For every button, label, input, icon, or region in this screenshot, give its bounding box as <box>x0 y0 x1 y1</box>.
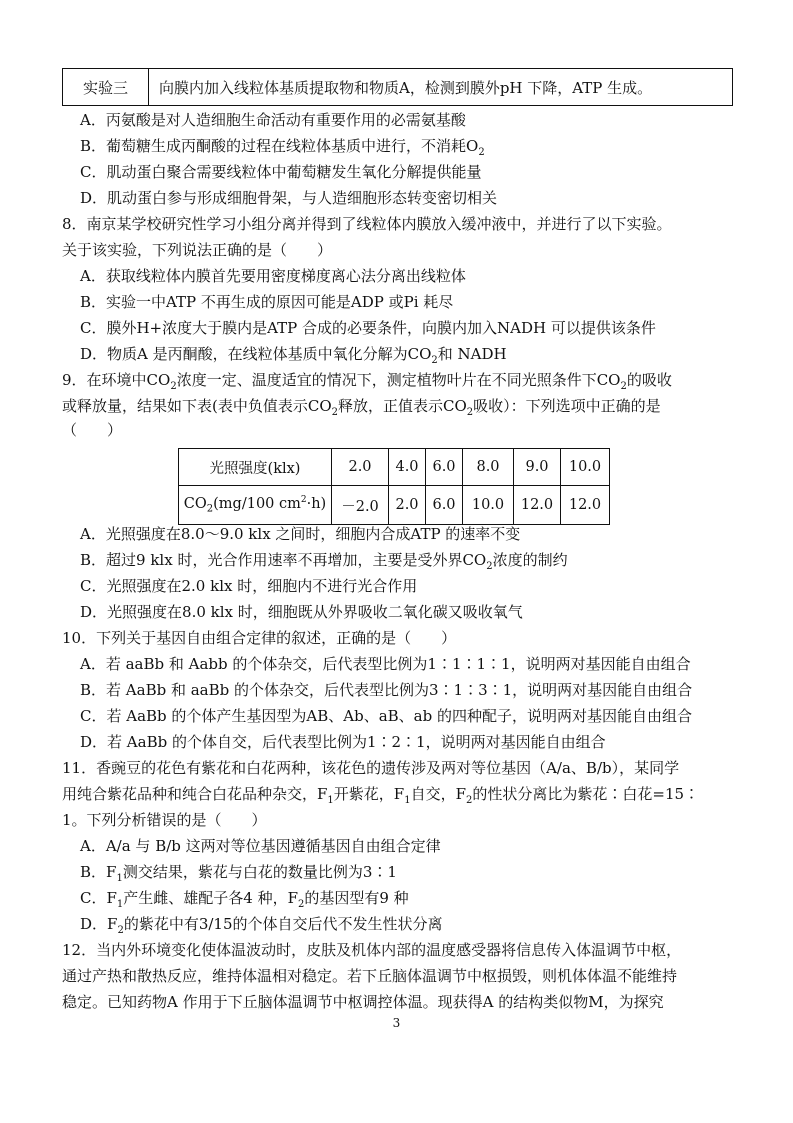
q10-stem: 10．下列关于基因自由组合定律的叙述，正确的是（ ） <box>62 629 457 647</box>
experiment-text: 向膜内加入线粒体基质提取物和物质A，检测到膜外pH 下降，ATP 生成。 <box>159 78 653 97</box>
q9-stem-line2: 或释放量，结果如下表(表中负值表示$CO_2$释放，正值表示$CO_2$吸收）：下列选项中正确的是 <box>62 397 661 418</box>
q8-option-b: B．实验一中ATP 不再生成的原因可能是ADP 或Pi 耗尽 <box>80 293 454 311</box>
q9-option-d: D．光照强度在8.0 klx 时，细胞既从外界吸收二氧化碳又吸收氧气 <box>80 603 523 621</box>
q10-option-a: A．若 aaBb 和 Aabb 的个体杂交，后代表型比例为1∶1∶1∶1，说明两对基因能自由组合 <box>80 655 691 673</box>
table-header-cell: 光照强度(klx) <box>179 449 332 486</box>
table-cell: 10.0 <box>561 449 610 486</box>
q9-stem-line3: （ ） <box>62 421 123 439</box>
table-cell: 6.0 <box>426 449 463 486</box>
q9-option-a: A．光照强度在8.0～9.0 klx 之间时，细胞内合成ATP 的速率不变 <box>80 525 521 543</box>
q9-option-c: C．光照强度在2.0 klx 时，细胞内不进行光合作用 <box>80 577 418 595</box>
light-co2-table <box>178 448 610 525</box>
experiment-label: 实验三 <box>63 69 149 105</box>
experiment-table-row <box>62 68 733 106</box>
q10-option-b: B．若 AaBb 和 aaBb 的个体杂交，后代表型比例为3∶1∶3∶1，说明两对基因能自由组合 <box>80 681 693 699</box>
table-cell: 8.0 <box>463 449 514 486</box>
q12-stem-line3: 稳定。已知药物A 作用于下丘脑体温调节中枢调控体温。现获得A 的结构类似物M，为探究 <box>62 993 664 1011</box>
page-number: 3 <box>392 1016 401 1030</box>
q7-option-a: A．丙氨酸是对人造细胞生命活动有重要作用的必需氨基酸 <box>80 111 466 129</box>
q11-option-a: A．A/a 与 B/b 这两对等位基因遵循基因自由组合定律 <box>80 837 441 855</box>
q9-option-b: B．超过9 klx 时，光合作用速率不再增加，主要是受外界$CO_2$浓度的制约 <box>80 551 568 572</box>
q8-option-c: C．膜外H+浓度大于膜内是ATP 合成的必要条件，向膜内加入NADH 可以提供该条件 <box>80 319 656 337</box>
table-cell: 6.0 <box>426 486 463 525</box>
table-cell: 12.0 <box>561 486 610 525</box>
q8-option-d: D．物质A 是丙酮酸，在线粒体基质中氧化分解为$CO_2$和 NADH <box>80 345 507 366</box>
q10-option-c: C．若 AaBb 的个体产生基因型为AB、Ab、aB、ab 的四种配子，说明两对基因能自由组合 <box>80 707 692 725</box>
table-cell: 9.0 <box>514 449 561 486</box>
q7-option-d: D．肌动蛋白参与形成细胞骨架，与人造细胞形态转变密切相关 <box>80 189 498 207</box>
table-cell: 2.0 <box>389 486 426 525</box>
table-cell: 2.0 <box>332 449 389 486</box>
q9-stem-line1: 9．在环境中$CO_2$浓度一定、温度适宜的情况下，测定植物叶片在不同光照条件下$CO_2$的吸收 <box>62 371 672 392</box>
q8-stem-line2: 关于该实验，下列说法正确的是（ ） <box>62 241 333 259</box>
table-cell: 12.0 <box>514 486 561 525</box>
q12-stem-line1: 12．当内外环境变化使体温波动时，皮肤及机体内部的温度感受器将信息传入体温调节中枢， <box>62 941 682 959</box>
q11-stem-line2: 用纯合紫花品种和纯合白花品种杂交，$F_1$开紫花，$F_1$自交，$F_2$的性状分离比为紫花∶白花=15∶ <box>62 785 700 806</box>
q8-stem-line1: 8．南京某学校研究性学习小组分离并得到了线粒体内膜放入缓冲液中，并进行了以下实验。 <box>62 215 672 233</box>
table-cell: 10.0 <box>463 486 514 525</box>
q11-stem-line3: 1。下列分析错误的是（ ） <box>62 811 267 829</box>
q11-option-d: D．$F_2$的紫花中有3/15的个体自交后代不发生性状分离 <box>80 915 443 936</box>
table-header-cell: $CO_2(mg/100$ $cm^2\cdot h$) <box>179 486 332 525</box>
q10-option-d: D．若 AaBb 的个体自交，后代表型比例为1∶2∶1，说明两对基因能自由组合 <box>80 733 606 751</box>
table-cell: 4.0 <box>389 449 426 486</box>
q11-option-b: B．$F_1$测交结果，紫花与白花的数量比例为3∶1 <box>80 863 397 884</box>
q7-option-c: C．肌动蛋白聚合需要线粒体中葡萄糖发生氧化分解提供能量 <box>80 163 482 181</box>
q7-option-b: B．葡萄糖生成丙酮酸的过程在线粒体基质中进行，不消耗$O_2$ <box>80 137 485 158</box>
table-cell: －2.0 <box>332 486 389 525</box>
q11-option-c: C．$F_1$产生雌、雄配子各4 种，$F_2$的基因型有9 种 <box>80 889 409 910</box>
q11-stem-line1: 11．香豌豆的花色有紫花和白花两种，该花色的遗传涉及两对等位基因（A/a、B/b），某同学 <box>62 759 680 777</box>
q12-stem-line2: 通过产热和散热反应，维持体温相对稳定。若下丘脑体温调节中枢损毁，则机体体温不能维持 <box>62 967 678 985</box>
q8-option-a: A．获取线粒体内膜首先要用密度梯度离心法分离出线粒体 <box>80 267 466 285</box>
table-row <box>179 449 610 486</box>
table-row <box>179 486 610 525</box>
